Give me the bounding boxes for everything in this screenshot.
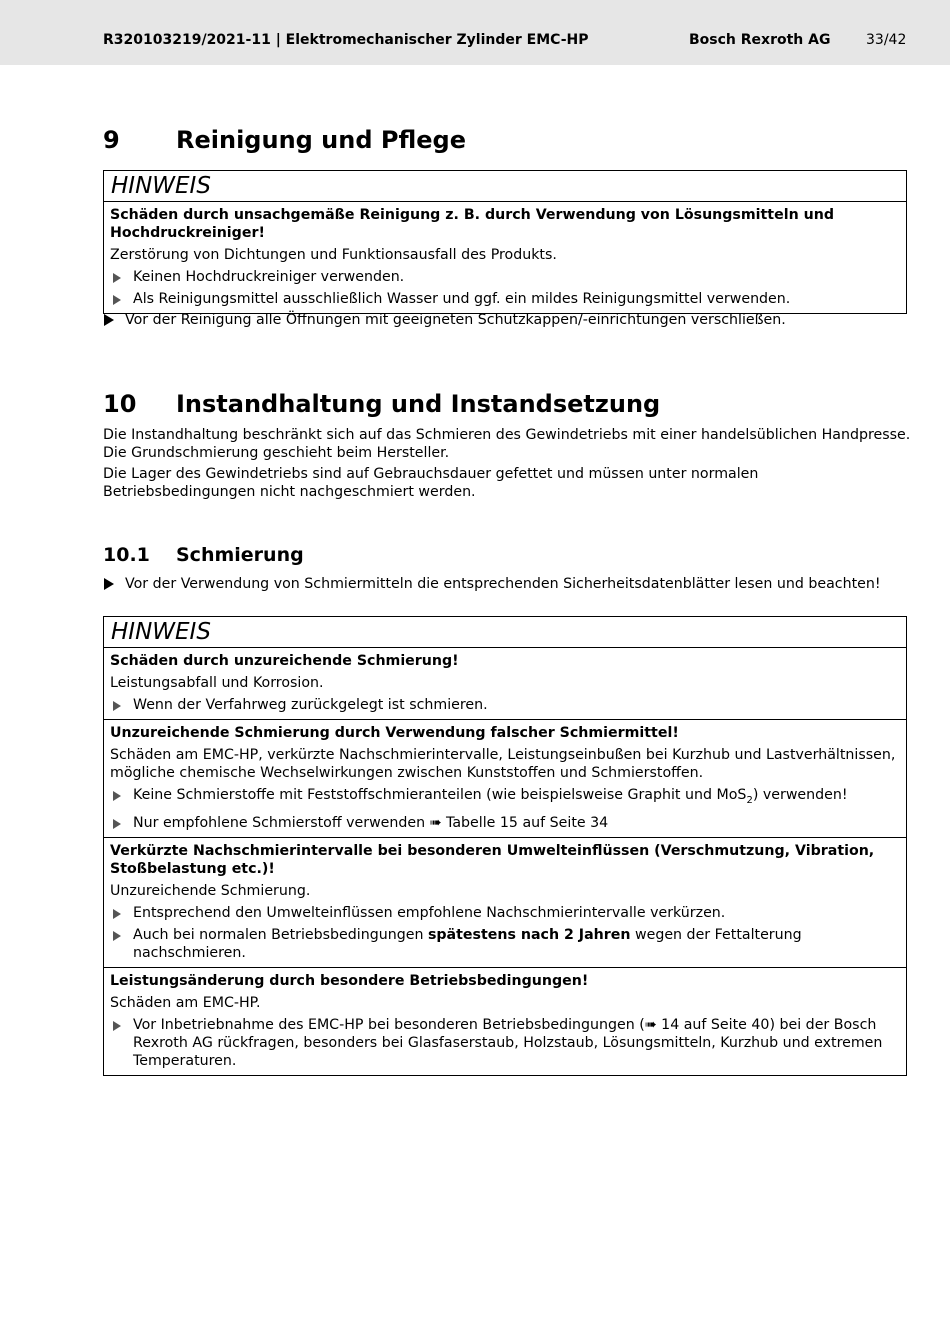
bullet-arrow-icon	[113, 1021, 121, 1031]
paragraph: Die Lager des Gewindetriebs sind auf Gebrauchsdauer gefettet und müssen unter normalen Betriebsbedingungen nicht nachgeschmiert werden.	[103, 466, 759, 500]
notice-consequence: Zerstörung von Dichtungen und Funktionsausfall des Produkts.	[110, 247, 557, 263]
page-header	[0, 0, 950, 65]
step-arrow-icon	[104, 314, 114, 326]
cross-reference-link[interactable]: Nur empfohlene Schmierstoff verwenden ➠ Tabelle 15 auf Seite 34	[133, 814, 609, 831]
list-item	[110, 696, 900, 714]
notice-hazard: Unzureichende Schmierung durch Verwendung falscher Schmiermittel!	[110, 725, 679, 741]
notice-section	[104, 202, 906, 313]
section-number: 10	[103, 390, 137, 418]
list-item	[110, 786, 900, 810]
list-item-text: Als Reinigungsmittel ausschließlich Wasser und ggf. ein mildes Reinigungsmittel verwenden.	[133, 291, 791, 307]
section-number: 9	[103, 126, 120, 154]
step-text: Vor der Reinigung alle Öffnungen mit geeigneten Schutzkappen/-einrichtungen verschließen.	[125, 312, 786, 328]
section-title: Instandhaltung und Instandsetzung	[176, 390, 661, 418]
list-item	[110, 1016, 900, 1070]
list-item	[110, 904, 900, 922]
bullet-arrow-icon	[113, 791, 121, 801]
section-title: Reinigung und Pflege	[176, 126, 467, 154]
paragraph: Die Instandhaltung beschränkt sich auf das Schmieren des Gewindetriebs mit einer handelsüblichen Handpresse. Die Grundschmierung geschieht beim Hersteller.	[103, 427, 911, 461]
notice-consequence: Schäden am EMC-HP.	[110, 994, 261, 1011]
list-item-text: Keine Schmierstoffe mit Feststoffschmieranteilen (wie beispielsweise Graphit und MoS$_2$) verwenden!	[133, 787, 848, 806]
bullet-arrow-icon	[113, 909, 121, 919]
notice-box-lubrication	[103, 616, 907, 1076]
bullet-arrow-icon	[113, 931, 121, 941]
notice-section	[104, 967, 906, 1075]
bullet-arrow-icon	[113, 701, 121, 711]
company-name: Bosch Rexroth AG	[689, 32, 831, 48]
list-item	[110, 814, 900, 832]
notice-title: HINWEIS	[104, 617, 906, 648]
step-arrow-icon	[104, 578, 114, 590]
notice-hazard: Verkürzte Nachschmierintervalle bei besonderen Umwelteinflüssen (Verschmutzung, Vibration, Stoßbelastung etc.)!	[110, 842, 875, 877]
notice-box-cleaning	[103, 170, 907, 314]
instruction-step	[103, 311, 907, 329]
notice-hazard: Schäden durch unzureichende Schmierung!	[110, 653, 459, 669]
list-item-text: Entsprechend den Umwelteinflüssen empfohlene Nachschmierintervalle verkürzen.	[133, 904, 726, 921]
document-id: R320103219/2021-11 | Elektromechanischer Zylinder EMC-HP	[103, 32, 589, 48]
list-item	[110, 268, 900, 286]
list-item-text: Auch bei normalen Betriebsbedingungen spätestens nach 2 Jahren wegen der Fettalterung nachschmieren.	[133, 926, 802, 961]
bullet-arrow-icon	[113, 295, 121, 305]
list-item	[110, 290, 900, 308]
notice-hazard: Schäden durch unsachgemäße Reinigung z. B. durch Verwendung von Lösungsmitteln und Hochdruckreiniger!	[110, 207, 834, 241]
bullet-arrow-icon	[113, 273, 121, 283]
list-item-text: Vor Inbetriebnahme des EMC-HP bei besonderen Betriebsbedingungen (➠ 14 auf Seite 40) bei der Bosch Rexroth AG rückfragen, besonders bei Glasfaserstaub, Holzstaub, Lösungsmitteln, Kurzhub und extremen Temperaturen.	[133, 1016, 883, 1069]
bullet-arrow-icon	[113, 819, 121, 829]
notice-consequence: Schäden am EMC-HP, verkürzte Nachschmierintervalle, Leistungseinbußen bei Kurzhub und Lastverhältnissen, mögliche chemische Wechselwirkungen zwischen Kunststoffen und Schmierstoffen.	[110, 747, 896, 781]
page-number: 33/42	[866, 32, 907, 48]
notice-section	[104, 719, 906, 837]
notice-hazard: Leistungsänderung durch besondere Betriebsbedingungen!	[110, 972, 589, 989]
notice-section	[104, 648, 906, 719]
step-text: Vor der Verwendung von Schmiermitteln die entsprechenden Sicherheitsdatenblätter lesen und beachten!	[125, 576, 881, 592]
section-title: Schmierung	[176, 544, 304, 566]
section-number: 10.1	[103, 544, 150, 566]
list-item-text: Keinen Hochdruckreiniger verwenden.	[133, 269, 405, 285]
notice-consequence: Leistungsabfall und Korrosion.	[110, 675, 324, 691]
list-item	[110, 926, 900, 962]
notice-consequence: Unzureichende Schmierung.	[110, 882, 311, 899]
instruction-step	[103, 575, 907, 593]
notice-title: HINWEIS	[104, 171, 906, 202]
list-item-text: Wenn der Verfahrweg zurückgelegt ist schmieren.	[133, 697, 488, 713]
notice-section	[104, 837, 906, 967]
